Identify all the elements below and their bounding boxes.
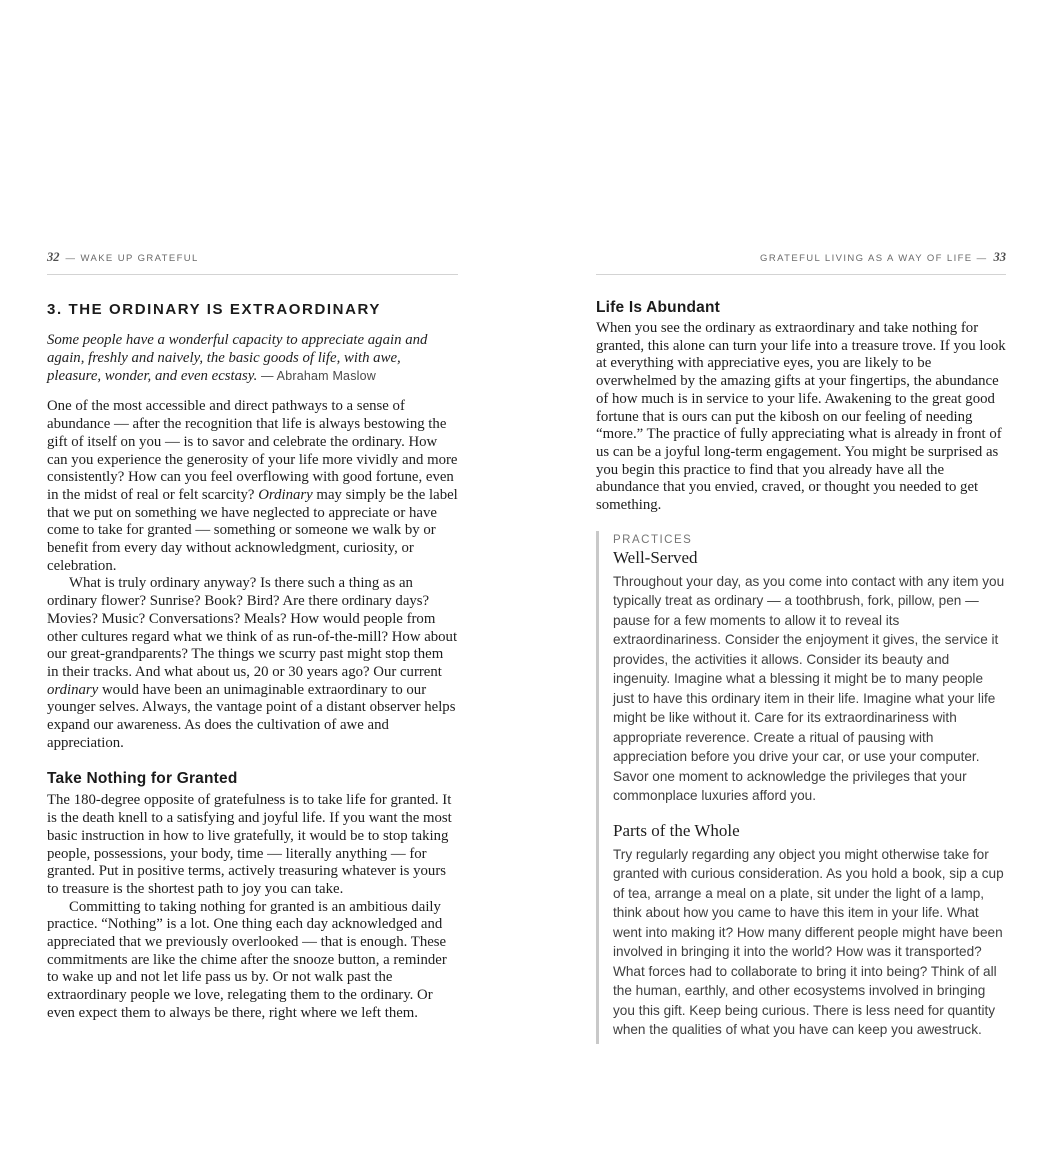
- practices-label: PRACTICES: [613, 533, 693, 546]
- practice-paragraph: Throughout your day, as you come into contact with any item you typically treat as ordinary — a toothbrush, fork, pillow, pen — pause for a few moments to allow it to reveal its extraordinariness. Consider the enjoyment it gives, the service it provides, the activities it allows. Consider its beauty and ingenuity. Imagine what a blessing it might be to many people just to have this ordinary item in their life. Imagine what your life might be like without it. Care for its extraordinariness with appropriate reverence. Create a ritual of pausing with appreciation before you drive your car, or use your computer. Savor one moment to acknowledge the privileges that your commonplace luxuries afford you.: [613, 573, 1005, 804]
- section-heading: Life Is Abundant: [596, 299, 721, 316]
- paragraph: The 180-degree opposite of gratefulness is to take life for granted. It is the death knell to a satisfying and joyful life. If you want the most basic instruction in how to live gratefully, it would be to stop taking people, possessions, your body, time — literally anything — for granted. Put in positive terms, actively treasuring whatever is yours to treasure is the shortest path to joy you can take.: [47, 792, 452, 897]
- practice-heading: Parts of the Whole: [613, 820, 740, 840]
- page-number: 33: [993, 250, 1006, 264]
- practice-paragraph: Try regularly regarding any object you might otherwise take for granted with curious consideration. As you hold a book, sip a cup of tea, arrange a meal on a plate, sit under the light of a lamp, think about how you came to have this item in your life. What went into making it? How many different people might have been involved in bringing it into the world? How was it transported? What forces had to collaborate to bring it into being? Think of all the human, earthly, and other ecosystems involved in bringing you this gift. Keep being curious. There is less need for quantity when the qualities of what you have can keep you awestruck.: [613, 846, 1004, 1038]
- epigraph: [47, 332, 458, 385]
- paragraph: Committing to taking nothing for granted is an ambitious daily practice. “Nothing” is a lot. One thing each day acknowledged and appreciated that we previously overlooked — that is enough. These commitments are like the chime after the snooze button, a reminder to wake up and not let life pass us by. Or not walk past the extraordinary people we love, relegating them to the ordinary. Or even expect them to always be there, right where we left them.: [47, 898, 447, 1021]
- running-title: — WAKE UP GRATEFUL: [65, 253, 199, 264]
- paragraph: One of the most accessible and direct pathways to a sense of abundance — after the recognition that life is always bestowing the gift of itself on you — is to savor and celebrate the ordinary. How can you experience the generosity of your life more vividly and more consistently? How can you feel overflowing with good fortune, even in the midst of real or felt scarcity? Ordinary may simply be the label that we put on something we have neglected to appreciate or have come to take for granted — something or someone we walk by or benefit from every day without acknowledgment, curiosity, or celebration.: [47, 398, 458, 574]
- running-header-left: [47, 250, 458, 275]
- practices-block: [596, 531, 1006, 1044]
- epigraph-text: Some people have a wonderful capacity to appreciate again and again, freshly and naively, the basic goods of life, with awe, pleasure, wonder, and even ecstasy.: [47, 332, 428, 384]
- paragraph: What is truly ordinary anyway? Is there such a thing as an ordinary flower? Sunrise? Book? Bird? Are there ordinary days? Movies? Music? Conversations? Meals? How would people from other cultures regard what we think of as run-of-the-mill? How about our great-grandparents? The things we scurry past might stop them in their tracks. And what about us, 20 or 30 years ago? Our current ordinary would have been an unimaginable extraordinary to our younger selves. Always, the vantage point of a distant observer helps expand our awareness. As does the cultivation of awe and appreciation.: [47, 575, 458, 751]
- left-page: [47, 250, 458, 1023]
- subsection-paragraphs: [47, 792, 458, 1022]
- practice-heading: Well-Served: [613, 547, 698, 567]
- subsection-heading: Take Nothing for Granted: [47, 770, 238, 788]
- running-title: GRATEFUL LIVING AS A WAY OF LIFE —: [760, 253, 988, 264]
- section-heading: 3. THE ORDINARY IS EXTRAORDINARY: [47, 301, 382, 318]
- epigraph-attribution: — Abraham Maslow: [260, 368, 377, 383]
- page-number: 32: [47, 250, 60, 264]
- running-header-right: [596, 250, 1006, 275]
- right-page: [596, 250, 1006, 1044]
- body-paragraphs: [47, 398, 458, 752]
- section-paragraph: When you see the ordinary as extraordinary and take nothing for granted, this alone can turn your life into a treasure trove. If you look at everything with appreciative eyes, you are likely to be overwhelmed by the amazing gifts at your fingertips, the abundance of how much is in service to your life. Awakening to the great good fortune that is ours can put the kibosh on our feeling of needing “more.” The practice of fully appreciating what is already in front of us can be a joyful long-term engagement. You might be surprised as you begin this practice to find that you already have all the abundance that you envied, craved, or thought you needed to get something.: [596, 320, 1006, 514]
